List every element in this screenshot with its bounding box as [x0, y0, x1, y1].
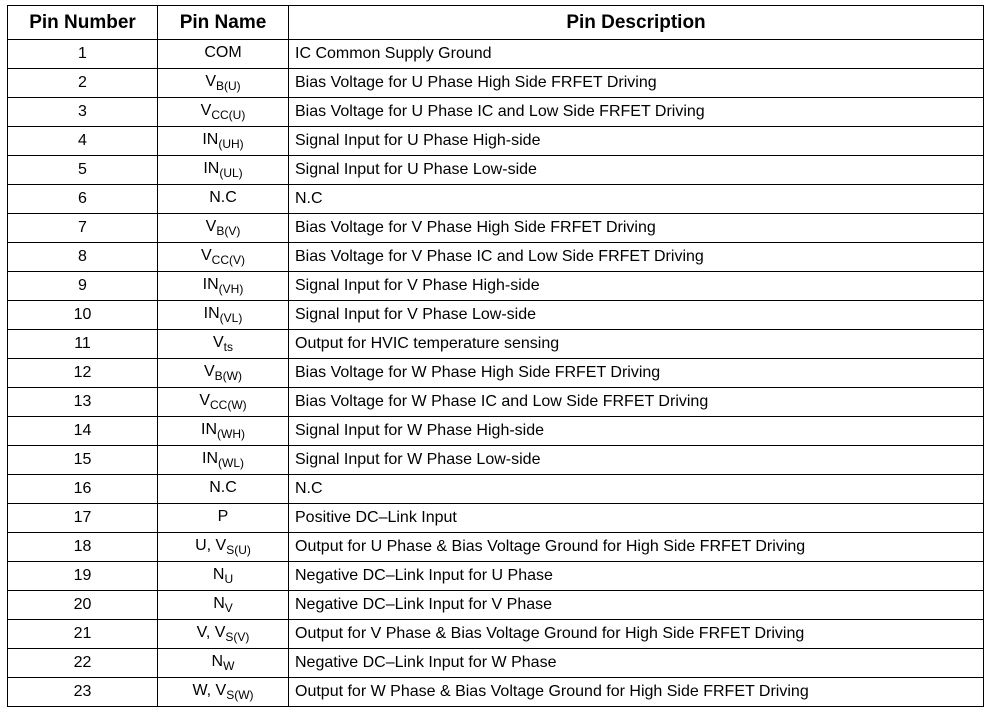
- pin-name-subscript: CC(U): [211, 108, 246, 122]
- pin-description-cell: Signal Input for W Phase High-side: [289, 417, 984, 446]
- pin-name-prefix: U,: [195, 537, 216, 554]
- pin-name-base: V: [212, 334, 224, 351]
- table-row: [8, 301, 984, 330]
- table-row: [8, 359, 984, 388]
- pin-name-base: V: [215, 682, 227, 699]
- pin-number-cell: 6: [8, 185, 158, 214]
- pin-name-cell: [158, 214, 289, 243]
- pin-name-base: IN: [202, 450, 218, 467]
- pin-name-base: V: [205, 73, 216, 90]
- pin-name-base: V: [204, 363, 215, 380]
- pin-name-cell: [158, 359, 289, 388]
- table-row: [8, 185, 984, 214]
- pin-name-prefix: N.C: [209, 479, 237, 496]
- pin-name-cell: [158, 446, 289, 475]
- pin-name-base: N: [212, 566, 225, 583]
- pin-name-subscript: U: [224, 572, 234, 586]
- table-row: [8, 562, 984, 591]
- pin-name-cell: [158, 678, 289, 707]
- pin-number-cell: 20: [8, 591, 158, 620]
- table-row: [8, 243, 984, 272]
- table-row: [8, 388, 984, 417]
- pin-number-cell: 7: [8, 214, 158, 243]
- pin-name-subscript: (VH): [218, 282, 244, 296]
- pin-number-cell: 3: [8, 98, 158, 127]
- pin-name-prefix: W,: [192, 682, 216, 699]
- pin-description-cell: IC Common Supply Ground: [289, 40, 984, 69]
- pin-description-cell: Signal Input for V Phase Low-side: [289, 301, 984, 330]
- pin-name-base: N: [211, 653, 224, 670]
- pin-name-cell: [158, 417, 289, 446]
- pin-name-subscript: (UL): [219, 166, 243, 180]
- pin-name-base: V: [200, 102, 212, 119]
- pin-number-cell: 12: [8, 359, 158, 388]
- pin-name-subscript: V: [224, 601, 233, 615]
- table-row: [8, 214, 984, 243]
- table-row: [8, 591, 984, 620]
- table-row: [8, 127, 984, 156]
- pin-name-base: N: [213, 595, 225, 612]
- pin-name-cell: [158, 243, 289, 272]
- pin-name-subscript: CC(W): [210, 398, 247, 412]
- pin-number-cell: 4: [8, 127, 158, 156]
- pin-name-base: IN: [202, 131, 219, 148]
- header-pin-name: Pin Name: [158, 6, 289, 40]
- table-row: [8, 417, 984, 446]
- pin-description-cell: Negative DC–Link Input for W Phase: [289, 649, 984, 678]
- pin-description-cell: Signal Input for U Phase High-side: [289, 127, 984, 156]
- pin-name-cell: [158, 620, 289, 649]
- pin-name-base: IN: [202, 276, 219, 293]
- table-row: [8, 98, 984, 127]
- pin-name-subscript: ts: [223, 340, 233, 354]
- pin-name-subscript: (WH): [217, 427, 245, 441]
- pin-name-prefix: N.C: [209, 189, 237, 206]
- pin-rows: [8, 40, 984, 707]
- pin-number-cell: 5: [8, 156, 158, 185]
- pin-description-cell: N.C: [289, 475, 984, 504]
- pin-number-cell: 13: [8, 388, 158, 417]
- pin-number-cell: 19: [8, 562, 158, 591]
- pin-name-subscript: (UH): [218, 137, 244, 151]
- pin-name-base: V: [201, 247, 212, 264]
- pin-number-cell: 17: [8, 504, 158, 533]
- pin-name-cell: [158, 562, 289, 591]
- pin-description-cell: Bias Voltage for W Phase High Side FRFET Driving: [289, 359, 984, 388]
- pin-name-cell: [158, 533, 289, 562]
- pin-name-cell: [158, 330, 289, 359]
- pin-number-cell: 10: [8, 301, 158, 330]
- table-row: [8, 678, 984, 707]
- table-row: [8, 620, 984, 649]
- pin-description-cell: Output for HVIC temperature sensing: [289, 330, 984, 359]
- pin-name-cell: [158, 69, 289, 98]
- pin-description-cell: Positive DC–Link Input: [289, 504, 984, 533]
- table-row: [8, 504, 984, 533]
- table-row: [8, 475, 984, 504]
- pin-number-cell: 14: [8, 417, 158, 446]
- pin-description-cell: Signal Input for U Phase Low-side: [289, 156, 984, 185]
- pin-name-subscript: (WL): [218, 456, 244, 470]
- pin-name-cell: [158, 156, 289, 185]
- table-row: [8, 69, 984, 98]
- pin-description-cell: Negative DC–Link Input for V Phase: [289, 591, 984, 620]
- pin-name-cell: [158, 649, 289, 678]
- pin-name-subscript: S(V): [225, 630, 250, 644]
- pin-description-cell: Signal Input for W Phase Low-side: [289, 446, 984, 475]
- pin-description-cell: Bias Voltage for U Phase IC and Low Side FRFET Driving: [289, 98, 984, 127]
- pin-number-cell: 2: [8, 69, 158, 98]
- pin-description-cell: Signal Input for V Phase High-side: [289, 272, 984, 301]
- pin-description-cell: N.C: [289, 185, 984, 214]
- pin-name-cell: [158, 475, 289, 504]
- pin-name-subscript: S(U): [226, 543, 251, 557]
- pin-number-cell: 15: [8, 446, 158, 475]
- pin-name-subscript: B(W): [214, 369, 242, 383]
- pin-number-cell: 8: [8, 243, 158, 272]
- pin-number-cell: 1: [8, 40, 158, 69]
- pin-name-cell: [158, 185, 289, 214]
- pin-name-base: V: [205, 218, 217, 235]
- pin-number-cell: 9: [8, 272, 158, 301]
- pin-name-base: IN: [201, 421, 217, 438]
- pin-number-cell: 22: [8, 649, 158, 678]
- table-row: [8, 272, 984, 301]
- header-pin-description: Pin Description: [289, 6, 984, 40]
- pin-description-cell: Output for W Phase & Bias Voltage Ground for High Side FRFET Driving: [289, 678, 984, 707]
- pin-name-prefix: COM: [204, 44, 242, 61]
- table-row: [8, 40, 984, 69]
- pin-name-base: V: [199, 392, 210, 409]
- pin-number-cell: 21: [8, 620, 158, 649]
- pin-name-subscript: B(U): [216, 79, 241, 93]
- pin-name-base: V: [214, 624, 226, 641]
- pin-name-prefix: P: [217, 508, 229, 525]
- table-row: [8, 330, 984, 359]
- table-row: [8, 446, 984, 475]
- pin-name-subscript: W: [223, 659, 235, 673]
- pin-name-subscript: CC(V): [211, 253, 245, 267]
- pin-description-cell: Bias Voltage for U Phase High Side FRFET Driving: [289, 69, 984, 98]
- header-pin-number: Pin Number: [8, 6, 158, 40]
- pin-table: [7, 5, 984, 707]
- pin-description-cell: Bias Voltage for V Phase High Side FRFET Driving: [289, 214, 984, 243]
- pin-number-cell: 23: [8, 678, 158, 707]
- pin-description-cell: Bias Voltage for W Phase IC and Low Side FRFET Driving: [289, 388, 984, 417]
- pin-description-cell: Bias Voltage for V Phase IC and Low Side FRFET Driving: [289, 243, 984, 272]
- pin-name-cell: [158, 40, 289, 69]
- pin-name-base: IN: [203, 160, 220, 177]
- pin-name-subscript: B(V): [216, 224, 241, 238]
- pin-name-cell: [158, 127, 289, 156]
- pin-name-subscript: S(W): [226, 688, 254, 702]
- pin-number-cell: 16: [8, 475, 158, 504]
- table-row: [8, 533, 984, 562]
- table-row: [8, 649, 984, 678]
- pin-name-cell: [158, 388, 289, 417]
- pin-number-cell: 18: [8, 533, 158, 562]
- pin-name-cell: [158, 301, 289, 330]
- pin-name-base: V: [215, 537, 227, 554]
- pin-description-cell: Output for U Phase & Bias Voltage Ground for High Side FRFET Driving: [289, 533, 984, 562]
- header-row: [8, 6, 984, 40]
- pin-name-prefix: V,: [196, 624, 215, 641]
- pin-description-cell: Output for V Phase & Bias Voltage Ground for High Side FRFET Driving: [289, 620, 984, 649]
- pin-name-cell: [158, 591, 289, 620]
- pin-number-cell: 11: [8, 330, 158, 359]
- pin-name-cell: [158, 272, 289, 301]
- pin-name-subscript: (VL): [219, 311, 243, 325]
- pin-name-cell: [158, 504, 289, 533]
- table-row: [8, 156, 984, 185]
- pin-name-base: IN: [203, 305, 220, 322]
- pin-name-cell: [158, 98, 289, 127]
- pin-description-cell: Negative DC–Link Input for U Phase: [289, 562, 984, 591]
